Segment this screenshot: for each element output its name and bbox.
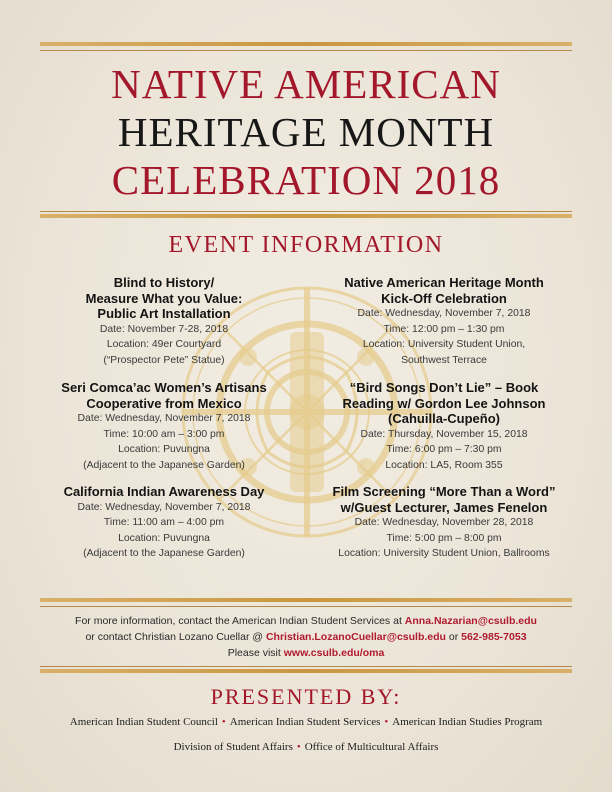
event-right-1 — [306, 275, 582, 368]
event-title: Native American Heritage Month — [344, 275, 544, 290]
sponsor-name: American Indian Student Services — [229, 716, 381, 728]
event-location: Location: Puvungna — [118, 444, 210, 455]
contact-or-text: or — [445, 631, 462, 643]
sponsor-name: Office of Multicultural Affairs — [304, 741, 439, 753]
event-time: Time: 11:00 am – 4:00 pm — [103, 517, 225, 528]
event-location: Location: LA5, Room 355 — [385, 459, 503, 471]
sponsor-name: American Indian Student Council — [69, 716, 218, 728]
title-line-2: HERITAGE MONTH — [117, 109, 495, 155]
presented-by-heading: PRESENTED BY: — [210, 684, 402, 709]
contact-top-thin-rule — [40, 606, 572, 607]
event-time: Time: 5:00 pm – 8:00 pm — [386, 532, 502, 544]
event-location-note: Southwest Terrace — [401, 354, 487, 366]
event-location: Location: Puvungna — [118, 532, 210, 544]
event-left-3 — [30, 484, 298, 562]
event-date: Date: November 7-28, 2018 — [99, 323, 229, 335]
event-location: Location: University Student Union, Ballrooms — [338, 548, 550, 559]
header-gold-rule — [40, 214, 572, 218]
event-title: Kick-Off Celebration — [381, 290, 507, 306]
website-link[interactable]: www.csulb.edu/oma — [283, 647, 385, 659]
event-right-3 — [306, 484, 582, 562]
event-date: Date: Wednesday, November 28, 2018 — [354, 517, 534, 528]
sponsor-name: American Indian Studies Program — [392, 716, 543, 728]
bullet-separator: • — [221, 716, 226, 728]
event-title: Blind to History/ — [113, 275, 215, 290]
event-date: Date: Wednesday, November 7, 2018 — [77, 413, 251, 424]
contact-line-3 — [0, 647, 612, 659]
phone-link[interactable]: 562-985-7053 — [461, 631, 527, 643]
top-thin-rule — [40, 50, 572, 51]
sponsors-row-2 — [0, 741, 612, 753]
event-title: (Cahuilla-Cupeño) — [388, 411, 500, 426]
top-gold-rule — [40, 42, 572, 46]
contact-bottom-rule — [40, 669, 572, 673]
event-left-1 — [30, 275, 298, 368]
event-right-2 — [306, 380, 582, 473]
event-location: Location: University Student Union, — [362, 339, 526, 350]
event-location: Location: 49er Courtyard — [106, 339, 222, 350]
email-link-anna[interactable]: Anna.Nazarian@csulb.edu — [404, 615, 537, 627]
bullet-separator: • — [384, 716, 389, 728]
event-left-2 — [30, 380, 298, 473]
contact-text: or contact Christian Lozano Cuellar @ — [85, 631, 266, 643]
event-date: Date: Wednesday, November 7, 2018 — [357, 308, 531, 319]
contact-top-rule — [40, 598, 572, 602]
contact-line-2 — [0, 631, 612, 643]
event-time: Time: 10:00 am – 3:00 pm — [103, 428, 225, 440]
contact-line-1 — [0, 615, 612, 627]
email-link-christian[interactable]: Christian.LozanoCuellar@csulb.edu — [265, 631, 446, 643]
header-thin-rule — [40, 211, 572, 212]
event-information-heading: EVENT INFORMATION — [168, 232, 444, 258]
event-time: Time: 12:00 pm – 1:30 pm — [383, 323, 505, 335]
event-title: Cooperative from Mexico — [86, 395, 242, 411]
event-title: “Bird Songs Don’t Lie” – Book — [349, 380, 539, 395]
event-title: Measure What you Value: — [85, 290, 243, 306]
event-title: Public Art Installation — [97, 306, 231, 321]
event-date: Date: Thursday, November 15, 2018 — [360, 428, 528, 440]
event-title: Reading w/ Gordon Lee Johnson — [342, 395, 546, 411]
sponsors-row-1 — [0, 716, 612, 728]
event-title: California Indian Awareness Day — [63, 484, 265, 499]
title-line-1: NATIVE AMERICAN — [111, 61, 501, 107]
event-title: w/Guest Lecturer, James Fenelon — [340, 499, 548, 515]
contact-text: Please visit — [227, 647, 284, 659]
event-date: Date: Wednesday, November 7, 2018 — [77, 501, 251, 513]
contact-text: For more information, contact the American Indian Student Services at — [75, 615, 405, 627]
sponsor-name: Division of Student Affairs — [173, 741, 293, 753]
event-location-note: (Adjacent to the Japanese Garden) — [83, 548, 245, 559]
contact-bottom-thin-rule — [40, 666, 572, 667]
event-title: Seri Comca’ac Women’s Artisans — [61, 380, 267, 395]
bullet-separator: • — [296, 741, 301, 753]
event-location-note: (Adjacent to the Japanese Garden) — [83, 459, 245, 471]
event-title: Film Screening “More Than a Word” — [332, 484, 556, 499]
event-location-note: (“Prospector Pete” Statue) — [103, 354, 225, 366]
event-time: Time: 6:00 pm – 7:30 pm — [386, 444, 502, 455]
title-line-3: CELEBRATION 2018 — [111, 157, 501, 203]
